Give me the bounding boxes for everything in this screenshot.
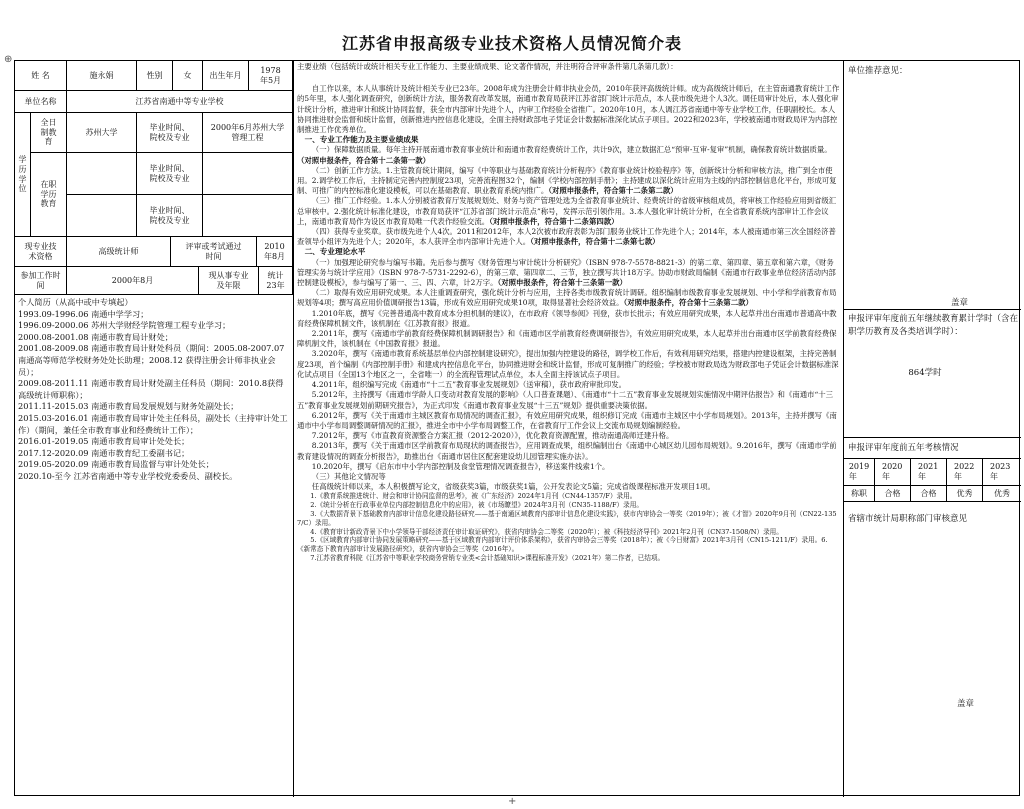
parttime-school-1[interactable] <box>67 153 137 195</box>
paper-item: 3.《大数据背景下基础教育内部审计信息化建设路径研究——基于南通区域教育内部审计信息化建设实践》，获市内审协会一等奖（2019年）；被《才智》2020年9月刊（CN22-1357/C）录用。 <box>297 509 837 527</box>
name-value[interactable]: 施永娟 <box>67 61 137 91</box>
resume-line: 2000.08-2001.08 南通市教育局计财处； <box>18 331 173 342</box>
fulltime-grad[interactable]: 2000年6月苏州大学管理工程 <box>203 113 293 153</box>
work-label: 参加工作时间 <box>15 267 67 295</box>
paragraph: （一）加强理论研究参与编写书籍。先后参与撰写《财务管理与审计统计分析研究》（ISBN 978-7-5578-8821-3）的第二章、第四章、第五章和第六章，《财务管理实务与统计学应用》（ISBN 978-7-5731-2292-6），的第三章、第四章二、三节，独立撰写共计18万字。协助市财政局编制《南通市行政事业单位经济活动内部控制建设模板》，参与编写了第一、三、四、六章，计2万字。（对照申报条件，符合第十三条第一款） <box>297 257 836 288</box>
birth-value[interactable]: 1978年5月 <box>249 61 293 91</box>
fulltime-label: 全日制教育 <box>31 113 67 153</box>
seal-2: 盖章 <box>957 699 975 709</box>
achievements-box[interactable] <box>297 62 840 795</box>
condition-note: （对照申报条件，符合第十二条第四款） <box>489 216 619 226</box>
years-label: 现从事专业及年限 <box>199 267 259 295</box>
years-value[interactable]: 统计23年 <box>259 267 293 295</box>
paper-item: 5.《区域教育内部审计协同发展策略研究——基于区域教育内部审计评价体系架构》，获省内审协会三等奖（2018年）；被《今日财富》2021年3月刊（CN15-1211/F）录用。6.《新常态下教育内部审计发展路径研究》，获省内审协会三等奖（2016年）。 <box>297 536 828 554</box>
assess-label: 申报评审年度前五年考核情况 <box>848 443 959 453</box>
form-table <box>14 60 1020 796</box>
divider <box>843 61 844 797</box>
resume-box[interactable] <box>18 297 290 795</box>
name-label: 姓 名 <box>15 61 67 91</box>
dept-opinion-label: 省辖市统计局职称部门审核意见 <box>848 514 968 524</box>
cont-edu-label: 申报评审年度前五年继续教育累计学时（含在职学历教育及各类培训学时）： <box>848 314 1018 337</box>
list-item: 7.2012年，撰写《市直教育资源整合方案汇报（2012-2020）》，优化教育资源配置，推动南通高师迁建升格。 <box>311 431 674 441</box>
assess-year: 2020年 <box>875 458 911 486</box>
unit-label: 单位名称 <box>15 91 67 113</box>
assess-grade[interactable]: 合格 <box>911 486 947 502</box>
intro-paragraph: 自工作以来，本人从事统计及统计相关专业已23年。2008年成为注册会计师非执业会员，2010年获评高级统计师。成为高级统计师后，在主管南通教育统计工作的5年里，本人强化调查研究，创新统计方法，服务教育改革发展，南通市教育局获评江苏省部门统计示范点，本人获市级先进个人3次。调任局审计处后，本人强化审计统计分析，推进审计和统计协同监督，获全市内部审计先进个人，内审工作经验全省推广。2020年10月，本人调江苏省南通中等专业学校工作，任职副校长。本人协同推进财会监督和统计监督，创新推进内控信息化建设，全面主持财政部电子凭证会计数据标准深化试点子项目。2022和2023年，学校被南通市财政局评为内部控制推进工作优秀单位。 <box>297 84 840 135</box>
gender-value[interactable]: 女 <box>173 61 203 91</box>
edu-label: 学历学位 <box>15 113 31 237</box>
condition-note: （对照申报条件，符合第十三条第二款） <box>623 298 753 308</box>
paper-item: 2.《统计分析在行政事业单位内部控制信息化中的应用》，被《市场瞭望》2024年3月刊（CN35-1188/F）录用。 <box>310 501 643 510</box>
condition-note: （对照申报条件，符合第十三条第一款） <box>497 278 627 288</box>
list-item: 5.2012年，主持撰写《南通市学龄人口变动对教育发展的影响》（人口普查课题）、《南通市“十二五”教育事业发展规划实施情况中期评估报告》和《南通市“十三五”教育事业发展规划前期研究报告》，为正式印发《南通市教育事业发展“十三五”规划》提供重要决策依据。 <box>297 390 834 410</box>
assess-year: 2023年 <box>983 458 1021 486</box>
list-item: 2.2011年，撰写《南通市学前教育经费保障机制调研报告》和《南通市区学前教育经费调研报告》，有效应用研究成果，本人起草并出台南通市区学前教育经费保障机制文件，该机制在《中国教育报》报道。 <box>297 329 837 349</box>
divider <box>293 61 294 797</box>
grad-label-3: 毕业时间、院校及专业 <box>137 195 203 237</box>
section-heading: 二、专业理论水平 <box>304 247 366 257</box>
resume-line: 2009.08-2011.11 南通市教育局计财处副主任科员（期间：2010.8获得高级统计师职称）； <box>18 378 284 400</box>
condition-note: （对照申报条件，符合第十二条第一款） <box>297 155 431 165</box>
grad-label-2: 毕业时间、院校及专业 <box>137 153 203 195</box>
paragraph: （二）取得有效应用研究成果。本人注重调查研究，强化统计分析与应用，主持各类市级教育统计调研。组织编制市级教育事业发展规划、中小学和学前教育布局规划等4项；撰写高应用价值调研报告13篇，形成有效应用研究成果10项，取得显著社会经济效益。（对照申报条件，符合第十三条第二款） <box>297 288 837 308</box>
paragraph: （四）获得专业奖章。获市级先进个人4次。2011和2012年，本人2次被市政府表彰为部门服务业统计工作先进个人；2014年，本人被南通市第三次全国经济普查领导小组评为先进个人；2020年，本人获评全市内部审计先进个人。（对照申报条件，符合第十二条第七款） <box>297 227 836 247</box>
current-title[interactable]: 高级统计师 <box>67 237 171 267</box>
paragraph: （一）保障数据质量。每年主持开展南通市教育事业统计和南通市教育经费统计工作，共计9次，建立数据汇总“预审-互审-复审”机制，确保教育统计数据质量。（对照申报条件，符合第十二条第一款） <box>297 145 832 165</box>
page-title: 江苏省申报高级专业技术资格人员情况简介表 <box>341 34 682 53</box>
divider <box>844 309 1021 310</box>
paper-item: 4.《教育审计新政背景下中小学领导干部经济责任审计取证研究》，获省内审协会二等奖（2020年）；被《科技经济导刊》2021年2月刊（CN37-1508/N）录用。 <box>310 527 783 536</box>
list-item: 3.2020年，撰写《南通市教育系统基层单位内部控制建设研究》，提出加强内控建设的路径，调学校工作后，有效利用研究结果，搭建内控建设框架，主持完善制度23项，首个编制《内部控制手册》和建成内控信息化平台，协同推进财会和统计监督，形成可复制推广的经验；学校被市财政局选为财政部电子凭证会计数据标准深化试点项目（全国13个地区之一，全省唯一）的全流程管理试点单位，本人全面主持该试点子项目。 <box>297 349 839 379</box>
paper-item: 7.江苏省教育科院《江苏省中等职业学校商务营销专业类<会计基础知识>课程标准开发》（2021年）第二作者，已结项。 <box>310 553 665 562</box>
resume-line: 2017.12-2020.09 南通市教育纪工委副书记； <box>18 447 190 458</box>
add-row-handle[interactable]: + <box>508 796 517 807</box>
fulltime-school[interactable]: 苏州大学 <box>67 113 137 153</box>
resume-header: 个人简历（从高中或中专填起） <box>18 297 133 307</box>
section-heading: （三）其他论文情况等 <box>311 471 386 481</box>
paragraph: （三）推广工作经验。1.本人分别被省教育厅发展规划处、财务与资产管理处选为全省教育事业统计、经费统计的省级审核组成员，将审核工作经验应用到省级汇总审核中。2.强化统计标准化建设，市教育局获评“江苏省部门统计示范点”称号，发挥示范引领作用。3.本人强化审计统计分析，在全省教育系统内部审计工作会议上，南通市教育局作为设区市教育局唯一代表作经验交流。（对照申报条件，符合第十二条第四款） <box>297 196 837 226</box>
seal-1: 盖章 <box>951 298 969 308</box>
resume-line: 2019.05-2020.09 南通市教育局监督与审计处处长； <box>18 459 214 470</box>
divider <box>844 437 1021 438</box>
title-label: 现专业技术资格 <box>15 237 67 267</box>
birth-label: 出生年月 <box>203 61 249 91</box>
assess-grade[interactable]: 合格 <box>875 486 911 502</box>
assess-grade[interactable]: 优秀 <box>983 486 1021 502</box>
section-heading: 一、专业工作能力及主要业绩成果 <box>304 135 419 145</box>
list-item: 4.2011年，组织编写完成《南通市“十二五”教育事业发展规划》（送审稿），获市政府审批印发。 <box>311 380 627 390</box>
parttime-school-2[interactable] <box>67 195 137 237</box>
assess-grade[interactable]: 称职 <box>844 486 875 502</box>
condition-note: （对照申报条件，符合第十二条第二款） <box>548 186 678 196</box>
parttime-grad-1[interactable] <box>203 153 293 195</box>
resume-line: 2020.10-至今 江苏省南通中等专业学校党委委员、副校长。 <box>18 470 238 481</box>
assess-year: 2019年 <box>844 458 875 486</box>
parttime-label: 在职学历教育 <box>31 153 67 237</box>
grad-label: 毕业时间、院校及专业 <box>137 113 203 153</box>
assess-grade[interactable]: 优秀 <box>947 486 983 502</box>
list-item: 8.2013年，撰写《关于南通市区学前教育布局现状的调查报告》，应用调查成果，组织编制出台《南通中心城区幼儿园布局规划》。9.2016年，撰写《南通市学前教育建设情况的调查分析报告》，助推出台《南通市居住区配套建设幼儿园管理实施办法》。 <box>297 441 837 461</box>
work-time[interactable]: 2000年8月 <box>67 267 199 295</box>
assess-year: 2022年 <box>947 458 983 486</box>
parttime-grad-2[interactable] <box>203 195 293 237</box>
assess-year: 2021年 <box>911 458 947 486</box>
resume-line: 2001.08-2009.08 南通市教育局计财处科员（期间：2005.08-2007.07 南通高等师范学校财务处处长助理；2008.12 获得注册会计师非执业会员）； <box>18 343 285 377</box>
paragraph: 任高级统计师以来，本人积极撰写论文，省级获奖3篇，市级获奖1篇，公开发表论文5篇；完成省级课程标准开发项目1项。 <box>311 482 715 492</box>
table-move-handle[interactable]: ⊕ <box>4 54 13 65</box>
condition-note: （对照申报条件，符合第十二条第七款） <box>530 237 660 247</box>
list-item: 10.2020年，撰写《启东市中小学内部控制及食堂管理情况调查报告》，移送案件线索1个。 <box>311 461 610 471</box>
cont-edu-hours[interactable]: 864学时 <box>908 368 942 378</box>
resume-line: 2016.01-2019.05 南通市教育局审计处处长； <box>18 436 190 447</box>
resume-line: 1996.09-2000.06 苏州大学财经学院管理工程专业学习； <box>18 320 231 331</box>
eval-label: 评审或考试通过时间 <box>171 237 257 267</box>
recommend-label: 单位推荐意见： <box>848 66 908 76</box>
paragraph: （二）创新工作方法。1.主管教育统计期间，编写《中等职业与基础教育统计分析程序》《教育事业统计校验程序》等，创新统计分析和审核方法，推广到全市使用。2.调学校工作后，主持制定完善内控制度23项，完善流程图32个，编制《学校内部控制手册》；主持建成以深化统计应用为主线的内部控制信息化平台，形成可复制、可推广的内控标准化建设模板，可以在基础教育、职业教育系统内推广。（对照申报条件，符合第十二条第二款） <box>297 165 837 196</box>
paper-item: 1.《教育系统推进统计、财会和审计协同监督的思考》，被《广东经济》2024年1月刊（CN44-1357/F）录用。 <box>310 492 637 501</box>
achievements-heading: 主要业绩（包括统计或统计相关专业工作能力、主要业绩成果、论文著作情况，并注明符合评审条件第几条第几款）： <box>297 62 678 71</box>
eval-time[interactable]: 2010年8月 <box>257 237 293 267</box>
unit-value[interactable]: 江苏省南通中等专业学校 <box>67 91 293 113</box>
list-item: 1.2010年底，撰写《完善普通高中教育成本分担机制的建议》，在市政府《领导参阅》刊登，获市长批示；有效应用研究成果，本人起草并出台南通市普通高中教育经费保障机制文件，该机制在《江苏教育报》报道。 <box>297 308 837 328</box>
resume-line: 1993.09-1996.06 南通中学学习； <box>18 308 149 319</box>
resume-line: 2015.03-2016.01 南通市教育局审计处主任科员，副处长（主持审计处工作）（期间，兼任全市教育事业和经费统计工作）； <box>18 412 288 435</box>
list-item: 6.2012年，撰写《关于南通市主城区教育布局情况的调查汇报》，有效应用研究成果，组织修订完成《南通市主城区中小学布局规划》。2013年，主持并撰写《南通市中小学布局调整调研情况的汇报》，推进全市中小学布局调整工作，在省教育厅工作会议上交流布局规划编制经验。 <box>297 410 837 430</box>
gender-label: 性别 <box>137 61 173 91</box>
resume-line: 2011.11-2015.03 南通市教育局发展规划与财务处副处长； <box>18 401 239 412</box>
